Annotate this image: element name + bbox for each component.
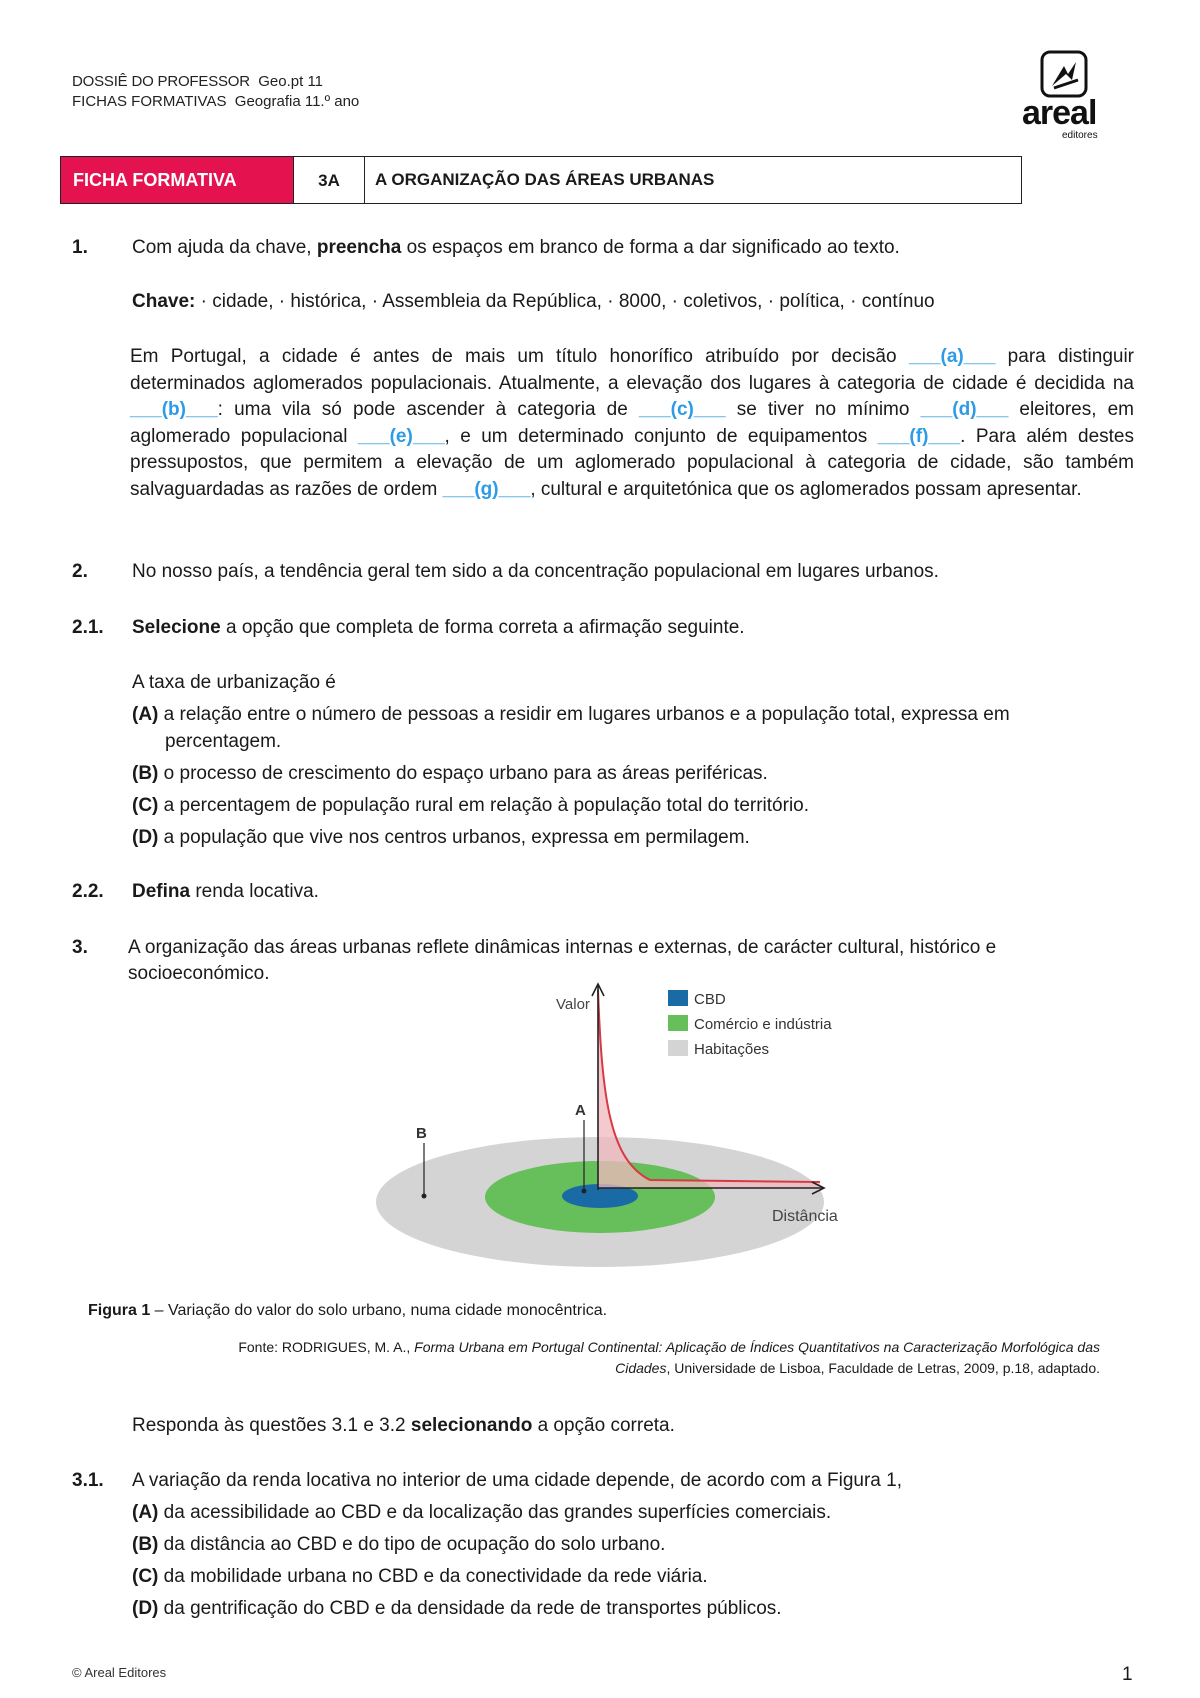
blank-c[interactable]: ___(c)___: [638, 399, 726, 420]
blank-f[interactable]: ___(f)___: [877, 425, 961, 447]
q21-option-b[interactable]: (B) o processo de crescimento do espaço urbano para as áreas periféricas.: [132, 763, 768, 784]
worksheet-title-box: [60, 156, 1022, 204]
point-a-dot: [582, 1189, 587, 1194]
document-header: [72, 72, 359, 112]
q21-option-a[interactable]: (A) a relação entre o número de pessoas a residir em lugares urbanos e a população total, expressa em: [132, 704, 1010, 725]
q31-option-d[interactable]: (D) da gentrificação do CBD e da densidade da rede de transportes públicos.: [132, 1598, 782, 1619]
q2-text: No nosso país, a tendência geral tem sido a da concentração populacional em lugares urbanos.: [132, 561, 939, 582]
legend-label-cbd: CBD: [694, 991, 726, 1008]
point-a-label: A: [575, 1102, 586, 1119]
y-axis-label: Valor: [556, 996, 590, 1013]
blank-d[interactable]: ___(d)___: [920, 399, 1009, 420]
point-b-dot: [422, 1194, 427, 1199]
key-items: · cidade, · histórica, · Assembleia da República, · 8000, · coletivos, · política, · contínuo: [195, 291, 935, 312]
q21-prompt: Selecione a opção que completa de forma correta a afirmação seguinte.: [132, 617, 745, 638]
footer-copyright: © Areal Editores: [72, 1665, 167, 1680]
legend-label-housing: Habitações: [694, 1041, 770, 1058]
logo-subtext: editores: [1062, 130, 1098, 141]
legend-label-commerce: Comércio e indústria: [694, 1016, 832, 1033]
q3-instruction: Responda às questões 3.1 e 3.2 selecionando a opção correta.: [132, 1415, 675, 1436]
q31-option-c[interactable]: (C) da mobilidade urbana no CBD e da conectividade da rede viária.: [132, 1566, 708, 1587]
q21-number: 2.1.: [72, 617, 104, 638]
q31-stem: A variação da renda locativa no interior de uma cidade depende, de acordo com a Figura 1,: [132, 1470, 902, 1491]
worksheet-number: 3A: [293, 157, 365, 203]
q1-key: [132, 289, 1132, 316]
q22-number: 2.2.: [72, 881, 104, 902]
subject-label: Geografia 11.º ano: [234, 93, 360, 110]
q1-prompt: Com ajuda da chave, preencha os espaços em branco de forma a dar significado ao texto.: [132, 237, 900, 258]
q3-text-line1: A organização das áreas urbanas reflete dinâmicas internas e externas, de carácter cultural, histórico e: [128, 937, 997, 958]
q22-prompt: Defina renda locativa.: [132, 881, 319, 902]
book-label: Geo.pt 11: [258, 73, 324, 90]
blank-g[interactable]: ___(g)___: [442, 478, 531, 500]
logo-text: areal: [1022, 94, 1097, 132]
figure-1-diagram: [360, 980, 880, 1280]
q1-paragraph: Em Portugal, a cidade é antes de mais um título honorífico atribuído por decisão ___(a)___ para distinguir determinados aglomerados populacionais. Atualmente, a elevação dos lugares à categoria de cidade é decidida na ___(b)___: uma vila só pode ascender à categoria de ___(c)___ se tiver no mínimo ___(d)___ eleitores, em aglomerado populacional ___(e)___, e um determinado conjunto de equipamentos ___(f)___. Para além destes pressupostos, que permitem a elevação de um aglomerado populacional à categoria de cidade, são também salvaguardadas as razões de ordem ___(g)___, cultural e arquitetónica que os aglomerados possam apresentar.: [130, 346, 1135, 500]
q21-option-c[interactable]: (C) a percentagem de população rural em relação à população total do território.: [132, 795, 810, 816]
x-axis-label: Distância: [772, 1208, 838, 1225]
key-label: Chave:: [132, 291, 196, 312]
point-b-label: B: [416, 1125, 427, 1142]
dossie-label: DOSSIÊ DO PROFESSOR: [72, 73, 250, 90]
q21-option-a-cont: percentagem.: [165, 731, 282, 752]
legend-swatch-housing: [668, 1040, 688, 1056]
worksheet-type: FICHA FORMATIVA: [61, 157, 293, 203]
fichas-label: FICHAS FORMATIVAS: [72, 93, 227, 110]
blank-a[interactable]: ___(a)___: [908, 346, 996, 367]
q21-stem: A taxa de urbanização é: [132, 672, 336, 693]
page-number: 1: [1122, 1664, 1133, 1685]
worksheet-title: A ORGANIZAÇÃO DAS ÁREAS URBANAS: [375, 170, 715, 189]
legend-swatch-commerce: [668, 1015, 688, 1031]
blank-b[interactable]: ___(b)___: [130, 399, 218, 420]
legend-swatch-cbd: [668, 990, 688, 1006]
q1-number: 1.: [72, 237, 88, 258]
figure-caption: Figura 1 – Variação do valor do solo urbano, numa cidade monocêntrica.: [88, 1302, 608, 1319]
q3-number: 3.: [72, 937, 88, 958]
q21-option-d[interactable]: (D) a população que vive nos centros urbanos, expressa em permilagem.: [132, 827, 750, 848]
figure-source: Fonte: RODRIGUES, M. A., Forma Urbana em Portugal Continental: Aplicação de Índices Quantitativos na Caracterização Morfológica das Cidades, Universidade de Lisboa, Faculdade de Letras, 2009, p.18, adaptado.: [238, 1339, 1100, 1376]
blank-e[interactable]: ___(e)___: [357, 425, 445, 447]
q31-option-b[interactable]: (B) da distância ao CBD e do tipo de ocupação do solo urbano.: [132, 1534, 666, 1555]
q31-number: 3.1.: [72, 1470, 104, 1491]
q31-option-a[interactable]: (A) da acessibilidade ao CBD e da localização das grandes superfícies comerciais.: [132, 1502, 832, 1523]
areal-logo: [1010, 50, 1130, 140]
q3-text-line2: socioeconómico.: [128, 963, 270, 984]
q2-number: 2.: [72, 561, 88, 582]
